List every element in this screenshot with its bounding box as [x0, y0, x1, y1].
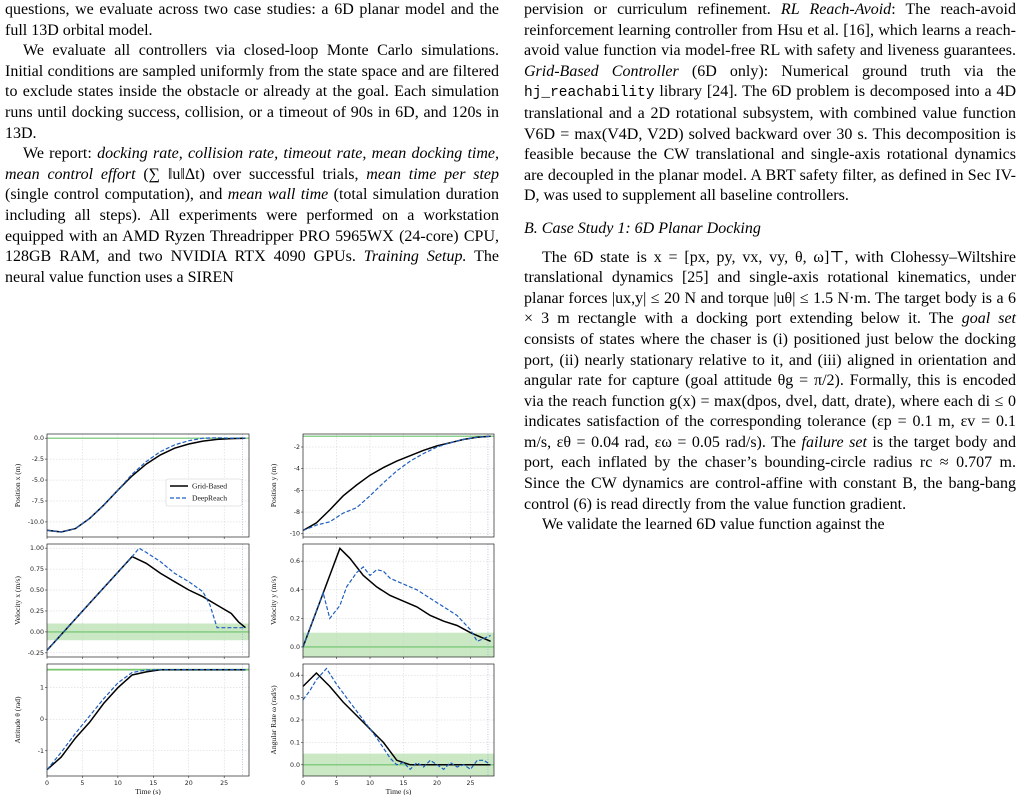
- legend-label-grid-based: Grid-Based: [192, 481, 228, 491]
- trajectory-figure: [0, 426, 512, 795]
- y-tick-label: 0.50: [29, 587, 44, 595]
- x-tick-label: 10: [366, 780, 375, 787]
- deepreach-line: [47, 670, 246, 770]
- y-axis-label: Position x (m): [13, 463, 22, 508]
- panel-frame: [47, 664, 249, 776]
- y-axis-label: Velocity x (m/s): [13, 576, 22, 625]
- paragraph: questions, we evaluate across two case studies: a 6D planar model and the full 13D orbital model.: [5, 1, 499, 39]
- y-tick-label: 0.25: [29, 607, 44, 615]
- y-tick-label: -8: [293, 509, 300, 517]
- y-axis-label: Velocity y (m/s): [269, 576, 278, 625]
- panel-frame: [303, 434, 494, 537]
- y-tick-label: 0.4: [289, 672, 300, 680]
- y-tick-label: 0.2: [289, 615, 300, 623]
- grid-based-line: [303, 548, 491, 647]
- y-tick-label: -2: [293, 444, 300, 452]
- left-column: [5, 0, 499, 288]
- x-tick-label: 15: [149, 780, 158, 787]
- y-tick-label: -6: [293, 487, 300, 495]
- x-tick-label: 20: [184, 780, 193, 787]
- y-axis-label: Angular Rate ω (rad/s): [269, 685, 278, 755]
- x-tick-label: 25: [466, 780, 475, 787]
- x-tick-label: 5: [80, 780, 85, 787]
- y-tick-label: -4: [293, 465, 300, 473]
- x-tick-label: 5: [334, 780, 339, 787]
- grid-based-line: [303, 436, 491, 530]
- y-tick-label: -7.5: [31, 497, 44, 505]
- y-tick-label: 0.00: [29, 628, 44, 636]
- paragraph: We report: docking rate, collision rate, timeout rate, mean docking time, mean control effort (∑ ‖u‖Δt) over successful trials, mean time per step (single control computation), and mean wall time (total simulation duration including all steps). All experiments were performed on a workstation equipped with an AMD Ryzen Threadripper PRO 5965WX (24-core) CPU, 128GB RAM, and two NVIDIA RTX 4090 GPUs. Training Setup. The neural value function uses a SIREN: [5, 145, 500, 286]
- y-tick-label: 1.00: [29, 545, 44, 553]
- paragraph: We validate the learned 6D value function against the: [542, 516, 885, 534]
- x-tick-label: 20: [433, 780, 442, 787]
- section-heading: B. Case Study 1: 6D Planar Docking: [524, 219, 761, 237]
- y-tick-label: -5.0: [31, 477, 44, 485]
- right-column: [524, 0, 1016, 536]
- paragraph: pervision or curriculum refinement. RL Reach-Avoid: The reach-avoid reinforcement learning controller from Hsu et al. [16], which learns a reach-avoid value function via model-free RL with safety and liveness guarantees. Grid-Based Controller (6D only): Numerical ground truth via the hj_reachability library [24]. The 6D problem is decomposed into a 4D translational and a 2D rotational subsystem, with combined value function V6D = max(V4D, V2D) solved backward over 30 s. This decomposition is feasible because the CW translational and single-axis rotational dynamics are decoupled in the planar model. A BRT safety filter, as defined in Sec IV-D, was used to supplement all baseline controllers.: [524, 1, 1017, 205]
- y-tick-label: 0.0: [289, 643, 300, 651]
- y-tick-label: 0.4: [289, 586, 300, 594]
- y-tick-label: 0.75: [29, 566, 44, 574]
- x-tick-label: 15: [399, 780, 408, 787]
- x-tick-label: 0: [44, 780, 50, 787]
- grid-based-line: [303, 673, 491, 765]
- y-axis-label: Attitude θ (rad): [13, 696, 22, 744]
- x-axis-label: Time (s): [135, 787, 161, 795]
- x-tick-label: 25: [220, 780, 229, 787]
- y-tick-label: 0.0: [289, 761, 300, 769]
- paragraph: The 6D state is x = [px, py, vx, vy, θ, ω]⊤, with Clohessy–Wiltshire translational dynamics [25] and single-axis rotational kinematics, under planar forces |ux,y| ≤ 20 N and torque |uθ| ≤ 1.5 N·m. The target body is a 6 × 3 m rectangle with a docking port extending below it. The goal set consists of states where the chaser is (i) positioned just below the docking port, (ii) nearly stationary relative to it, and (iii) aligned in orientation and angular rate for capture (goal attitude θg = π/2). Formally, this is encoded via the reach function g(x) = max(dpos, dvel, datt, drate), where each di ≤ 0 indicates satisfaction of the corresponding tolerance (εp = 0.1 m, εv = 0.1 m/s, εθ = 0.04 rad, εω = 0.05 rad/s). The failure set is the target body and port, each inflated by the chaser’s bounding-circle radius rc ≈ 0.707 m. Since the CW dynamics are control-affine with constant B, the bang-bang control (6) is read directly from the value function gradient.: [524, 248, 1017, 513]
- y-tick-label: 0.6: [289, 558, 300, 566]
- x-tick-label: 0: [300, 780, 306, 787]
- y-tick-label: 0.1: [289, 739, 300, 747]
- x-axis-label: Time (s): [385, 787, 412, 795]
- paragraph: We evaluate all controllers via closed-loop Monte Carlo simulations. Initial conditions are sampled uniformly from the state space and are filtered to exclude states inside the obstacle or already at the goal. Each simulation runs until docking success, collision, or a timeout of 90s in 6D, and 120s in 13D.: [5, 42, 499, 142]
- y-tick-label: 1: [39, 684, 44, 692]
- y-tick-label: -10.0: [27, 518, 44, 526]
- y-tick-label: -0.25: [27, 649, 44, 657]
- grid-based-line: [47, 670, 246, 770]
- legend-label-deepreach: DeepReach: [192, 493, 227, 503]
- y-tick-label: 0.3: [289, 694, 300, 702]
- x-tick-label: 10: [113, 780, 122, 787]
- y-tick-label: 0.2: [289, 717, 300, 724]
- y-axis-label: Position y (m): [269, 463, 278, 508]
- y-tick-label: 0: [39, 716, 44, 724]
- y-tick-label: -1: [37, 747, 44, 755]
- figure-svg: [0, 426, 512, 795]
- goal-band: [303, 633, 494, 657]
- y-tick-label: -10: [289, 530, 300, 538]
- y-tick-label: 0.0: [33, 435, 44, 443]
- deepreach-line: [303, 436, 491, 530]
- y-tick-label: -2.5: [31, 456, 44, 464]
